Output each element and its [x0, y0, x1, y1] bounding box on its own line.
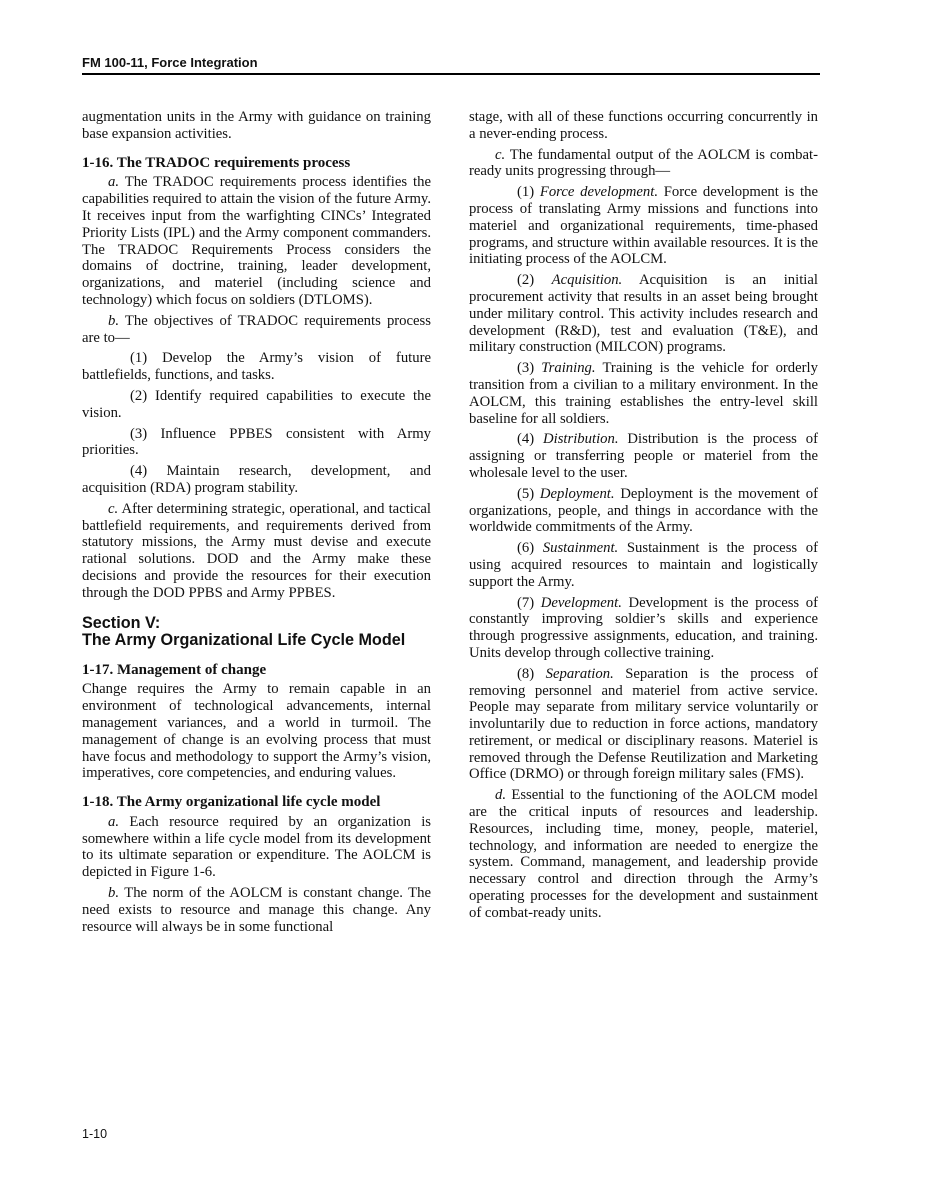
item-term: Separation. — [545, 665, 614, 682]
paragraph-1-17: Change requires the Army to remain capable in an environment of technological advancements, internal management variances, and a world in turmoil. The management of change is an evolving process that must have focus and methodology to support the Army’s vision, imperatives, core competencies, and enduring values. — [82, 681, 431, 782]
aolcm-function-item — [469, 360, 818, 427]
subparagraph-letter: b. — [108, 885, 120, 902]
heading-1-17: 1-17. Management of change — [82, 661, 267, 678]
item-text: Distribution is the process of assigning or transferring people or materiel from the wholesale level to the user. — [469, 431, 818, 481]
item-number: (3) — [517, 360, 542, 377]
item-text: Deployment is the movement of organizations, people, and things in accordance with the worldwide commitments of the Army. — [469, 485, 818, 536]
paragraph-c — [469, 147, 818, 181]
section-heading — [82, 615, 431, 650]
objective-item: (4) Maintain research, development, and acquisition (RDA) program stability. — [82, 463, 431, 496]
paragraph-1-18b — [82, 885, 431, 935]
aolcm-function-item — [469, 486, 818, 536]
paragraph-1-16a — [82, 174, 431, 308]
item-number: (2) — [517, 272, 552, 289]
subparagraph-letter: c. — [108, 500, 119, 517]
paragraph-1-16b — [82, 313, 431, 347]
paragraph-d — [469, 787, 818, 921]
objective-item: (2) Identify required capabilities to execute the vision. — [82, 387, 431, 421]
paragraph-text: After determining strategic, operational, and tactical battlefield requirements, and requirements derived from statutory missions, the Army must devise and execute rational solutions. DOD and the Army make these decisions and provide the resources for their execution through the DOD PPBS and Army PPBES. — [82, 500, 431, 601]
item-term: Deployment. — [539, 485, 615, 502]
right-column — [469, 109, 818, 926]
item-text: Acquisition is an initial procurement activity that results in an asset being brought under military control. This activity includes research and development (R&D), test and evaluation (T&E), and military construction (MILCON) programs. — [469, 272, 818, 356]
aolcm-function-item — [469, 431, 818, 481]
paragraph-1-18a — [82, 814, 431, 881]
item-number: (8) — [517, 665, 546, 682]
aolcm-function-item — [469, 595, 818, 662]
section-title: The Army Organizational Life Cycle Model — [82, 631, 406, 650]
subparagraph-letter: b. — [108, 312, 120, 329]
item-text: Development is the process of constantly improving soldier’s skills and experience through progressive assignments, education, and training. Units develop through collective training. — [469, 594, 818, 661]
aolcm-function-item — [469, 184, 818, 268]
heading-1-16: 1-16. The TRADOC requirements process — [82, 154, 351, 171]
running-header — [82, 55, 820, 75]
subparagraph-letter: d. — [495, 787, 507, 804]
item-number: (1) — [517, 184, 540, 201]
objective-item: (1) Develop the Army’s vision of future battlefields, functions, and tasks. — [82, 350, 431, 384]
aolcm-function-item — [469, 666, 818, 784]
item-term: Development. — [540, 594, 622, 611]
item-term: Training. — [541, 360, 596, 377]
item-number: (5) — [517, 485, 540, 502]
page-number: 1-10 — [82, 1127, 108, 1141]
subparagraph-letter: c. — [495, 146, 506, 163]
item-number: (6) — [517, 540, 543, 557]
paragraph: augmentation units in the Army with guidance on training base expansion activities. — [82, 109, 431, 142]
paragraph-text: Essential to the functioning of the AOLCM model are the critical inputs of resources and leadership. Resources, including time, money, people, materiel, technology, and information are needed to energize the system. Command, management, and leadership provide necessary control and direction through the Army’s operating processes for the development and sustainment of combat-ready units. — [469, 787, 818, 921]
paragraph-text: The fundamental output of the AOLCM is combat-ready units progressing through— — [469, 146, 818, 180]
item-text: Sustainment is the process of using acquired resources to maintain and logistically support the Army. — [469, 540, 818, 590]
subparagraph-letter: a. — [108, 813, 120, 830]
item-term: Sustainment. — [542, 540, 619, 557]
left-column — [82, 109, 431, 939]
objective-item: (3) Influence PPBES consistent with Army priorities. — [82, 425, 431, 459]
paragraph-text: Each resource required by an organization is somewhere within a life cycle model from its development to its ultimate separation or expenditure. The AOLCM is depicted in Figure 1-6. — [82, 813, 431, 881]
item-term: Acquisition. — [551, 272, 623, 289]
item-text: Force development is the process of translating Army missions and functions into materiel and organizational requirements, time-phased programs, and structure within available resources. It is the initiating process of the AOLCM. — [469, 184, 818, 268]
paragraph-1-16c — [82, 501, 431, 602]
heading-1-18: 1-18. The Army organizational life cycle model — [82, 794, 381, 811]
item-term: Distribution. — [543, 431, 619, 448]
paragraph-text: The TRADOC requirements process identifies the capabilities required to attain the vision of the future Army. It receives input from the warfighting CINCs’ Integrated Priority Lists (IPL) and the Army component commanders. The TRADOC Requirements Process considers the domains of doctrine, training, leader development, organizations, and materiel (including science and technology) which focus on soldiers (DTLOMS). — [82, 174, 431, 308]
item-number: (4) — [517, 431, 544, 448]
item-text: Training is the vehicle for orderly transition from a civilian to a military environment. In the AOLCM, this training establishes the entry-level skill baseline for all soldiers. — [469, 360, 818, 427]
item-number: (7) — [517, 594, 541, 611]
subparagraph-letter: a. — [108, 174, 120, 191]
header-title: FM 100-11, Force Integration — [82, 55, 258, 70]
section-number: Section V: — [82, 613, 161, 632]
paragraph-text: The objectives of TRADOC requirements process are to— — [82, 312, 431, 346]
aolcm-function-item — [469, 272, 818, 356]
item-text: Separation is the process of removing personnel and materiel from active service. People may separate from military service voluntarily or involuntarily due to reduction in force actions, mandatory retirement, or medical or disciplinary reasons. Materiel is removed through the Defense Reutilization and Marketing Office (DRMO) or through foreign military sales (FMS). — [469, 665, 818, 783]
paragraph: stage, with all of these functions occurring concurrently in a never-ending process. — [469, 109, 818, 142]
paragraph-text: The norm of the AOLCM is constant change. The need exists to resource and manage this change. Any resource will always be in some functional — [82, 885, 431, 935]
aolcm-function-item — [469, 540, 818, 590]
item-term: Force development. — [539, 184, 659, 201]
